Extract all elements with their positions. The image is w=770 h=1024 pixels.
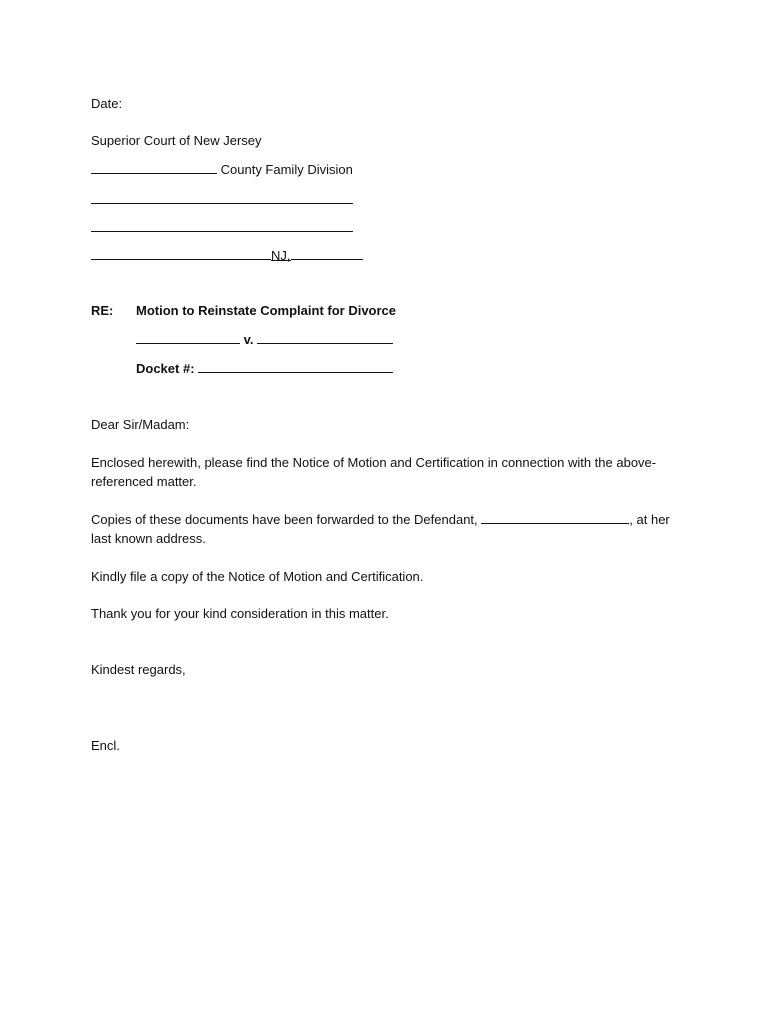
plaintiff-blank[interactable]: [136, 330, 240, 344]
re-label: RE:: [91, 303, 114, 318]
paragraph-file: Kindly file a copy of the Notice of Motion and Certification.: [91, 569, 424, 584]
paragraph-copies-part1: Copies of these documents have been forwarded to the Defendant,: [91, 512, 478, 527]
defendant-name-blank[interactable]: [481, 510, 629, 524]
salutation: Dear Sir/Madam:: [91, 417, 190, 432]
county-blank[interactable]: [91, 160, 217, 174]
nj-label: NJ,: [271, 248, 291, 263]
city-blank[interactable]: [91, 246, 271, 260]
zip-blank[interactable]: [291, 246, 363, 260]
county-suffix: County Family Division: [220, 162, 353, 177]
city-line: [91, 246, 363, 265]
paragraph-copies: [91, 510, 691, 548]
docket-line: [136, 359, 393, 378]
address-blank-1[interactable]: [91, 203, 353, 204]
paragraph-thanks: Thank you for your kind consideration in this matter.: [91, 606, 389, 621]
docket-blank[interactable]: [198, 359, 393, 373]
county-line: [91, 160, 353, 179]
date-label: Date:: [91, 96, 123, 111]
enclosure-note: Encl.: [91, 738, 120, 753]
docket-label: Docket #:: [136, 361, 195, 376]
court-name: Superior Court of New Jersey: [91, 133, 262, 148]
closing: Kindest regards,: [91, 662, 186, 677]
defendant-blank[interactable]: [257, 330, 393, 344]
case-caption-line: [136, 330, 393, 349]
address-blank-2[interactable]: [91, 231, 353, 232]
versus-label: v.: [243, 332, 254, 347]
paragraph-enclosed: Enclosed herewith, please find the Notice of Motion and Certification in connection with the above-referenced matter.: [91, 455, 657, 489]
re-subject: Motion to Reinstate Complaint for Divorce: [136, 303, 397, 318]
paragraph-copies-part2: , at her last known address.: [91, 512, 670, 546]
